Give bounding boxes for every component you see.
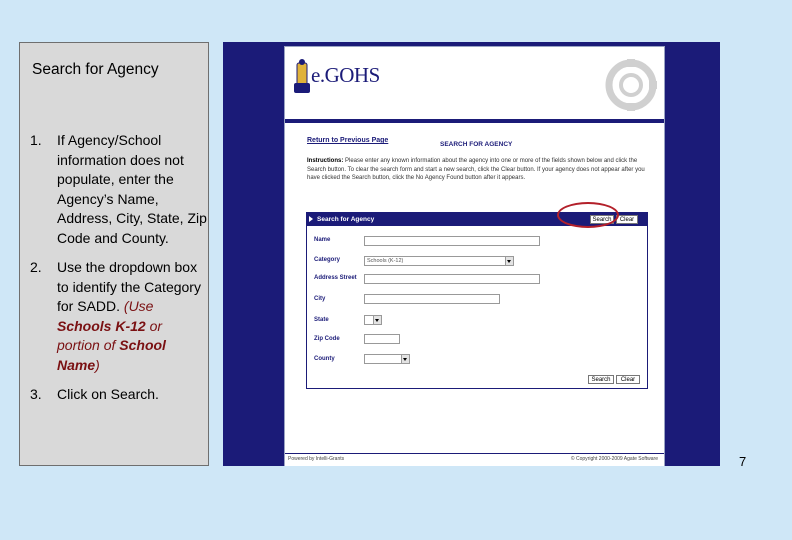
zip-label: Zip Code <box>314 336 340 342</box>
instructions-label: Instructions: <box>307 158 344 164</box>
chevron-down-icon <box>401 355 409 363</box>
panel-title: Search for Agency <box>32 61 159 78</box>
city-input[interactable] <box>364 294 500 304</box>
search-page-title: SEARCH FOR AGENCY <box>440 141 513 148</box>
note-bold-2: School Name <box>57 337 166 373</box>
footer-left-text: Powered by Intelli-Grants <box>288 456 345 462</box>
footer-right-text: © Copyright 2000-2009 Agate Software <box>570 456 658 462</box>
chevron-down-icon <box>505 257 513 265</box>
step-1 <box>30 131 208 248</box>
app-logo: e.GOHS <box>311 63 380 87</box>
app-page <box>284 46 665 466</box>
instructions-body: Please enter any known information about the agency into one or more of the fields shown below and click the Search button. To clear the search form and start a new search, click the Clear button. If your agency does not appear after you have clicked the Search button, click the No Agency Found button after it appears. <box>307 158 645 181</box>
step-2 <box>30 258 208 375</box>
return-link[interactable]: Return to Previous Page <box>307 137 389 144</box>
header-divider <box>285 119 664 123</box>
note-bold: Schools K-12 <box>57 317 146 334</box>
search-form <box>306 212 648 389</box>
note-prefix: (Use <box>123 298 154 314</box>
slide-number: 7 <box>739 454 747 469</box>
step-number: 1. <box>30 132 42 148</box>
category-label: Category <box>314 257 341 263</box>
search-button-top[interactable]: Search <box>590 215 614 224</box>
note-middle: or portion of <box>57 317 163 353</box>
category-value: Schools (K-12) <box>367 258 404 264</box>
form-title: Search for Agency <box>317 216 375 223</box>
county-select[interactable] <box>364 354 410 364</box>
note-suffix: ) <box>95 356 100 373</box>
app-screenshot <box>223 42 720 466</box>
steps-list <box>30 131 208 415</box>
search-button-bottom[interactable]: Search <box>588 375 614 384</box>
clear-button-top[interactable]: Clear <box>616 215 638 224</box>
county-label: County <box>314 356 335 362</box>
chevron-down-icon <box>373 316 381 324</box>
address-label: Address Street <box>314 275 357 281</box>
instructions-text <box>307 157 647 183</box>
zip-input[interactable] <box>364 334 400 344</box>
category-select[interactable] <box>364 256 514 266</box>
name-input[interactable] <box>364 236 540 246</box>
step-3 <box>30 385 208 405</box>
step-text: Click on Search. <box>57 386 159 402</box>
step-text: Use the dropdown box to identify the Category for SADD. <box>57 259 201 314</box>
figure-logo-icon <box>291 59 313 95</box>
name-label: Name <box>314 237 331 243</box>
step-text: If Agency/School information does not populate, enter the Agency’s Name, Address, City, State, Zip Code and County. <box>57 132 207 246</box>
app-footer <box>285 453 664 466</box>
state-select[interactable] <box>364 315 382 325</box>
instruction-panel <box>19 42 209 466</box>
app-header <box>285 47 664 119</box>
state-label: State <box>314 317 329 323</box>
clear-button-bottom[interactable]: Clear <box>616 375 640 384</box>
gear-icon <box>603 57 659 113</box>
arrow-right-icon <box>309 216 313 222</box>
address-input[interactable] <box>364 274 540 284</box>
step-number: 2. <box>30 259 42 275</box>
city-label: City <box>314 296 326 302</box>
step-number: 3. <box>30 386 42 402</box>
search-highlight-circle <box>557 202 619 228</box>
